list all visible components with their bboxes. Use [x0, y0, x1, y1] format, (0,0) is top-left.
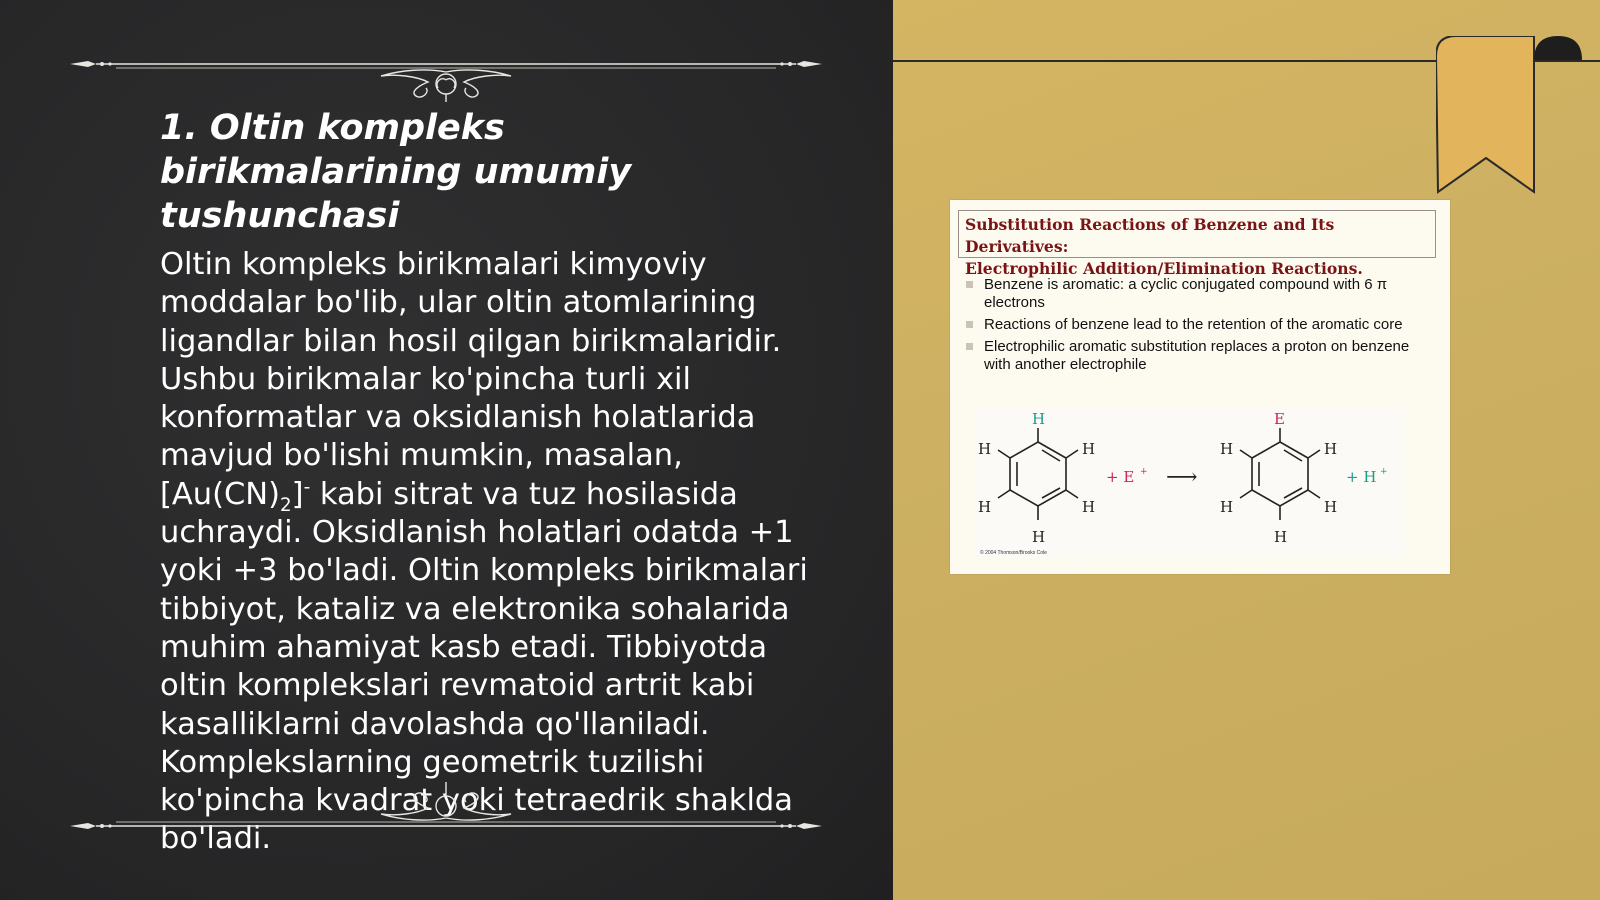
plus-proton-label: + H — [1346, 468, 1377, 486]
hydrogen-label: H — [1324, 498, 1338, 516]
benzene-reaction-figure — [950, 200, 1450, 574]
hydrogen-label: H — [978, 498, 992, 516]
hydrogen-label: H — [1274, 528, 1288, 546]
electrophile-substituent-label: E — [1274, 410, 1285, 428]
electrophile-charge-label: + — [1140, 467, 1148, 477]
figure-title-line2: Electrophilic Addition/Elimination Reactions. — [965, 259, 1363, 278]
reaction-arrow-icon: ⟶ — [1166, 465, 1198, 490]
figure-bullet-item: Benzene is aromatic: a cyclic conjugated compound with 6 π electrons — [964, 276, 1440, 312]
bookmark-ribbon-icon — [1436, 36, 1586, 198]
body-text-part1: Oltin kompleks birikmalari kimyoviy moddalar bo'lib, ular oltin atomlarining ligandlar bilan hosil qilgan birikmalaridir. Ushbu birikmalar ko'pincha turli xil konformatlar va oksidlanish holatlarida mavjud bo'lishi mumkin, masalan, [Au(CN) — [160, 247, 782, 512]
plus-electrophile-label: + E — [1106, 468, 1135, 486]
figure-bullet-list — [964, 276, 1440, 378]
top-ornament-divider — [66, 42, 826, 102]
body-bracket: ] — [291, 476, 304, 512]
figure-credit: © 2004 Thomson/Brooks Cole — [980, 550, 1047, 556]
body-superscript: - — [303, 476, 311, 498]
hydrogen-label: H — [1032, 528, 1046, 546]
hydrogen-label: H — [1082, 440, 1096, 458]
hydrogen-label: H — [1082, 498, 1096, 516]
slide-body-text — [160, 246, 830, 859]
figure-title-line1: Substitution Reactions of Benzene and Its Derivatives: — [965, 215, 1335, 256]
benzene-reaction-diagram — [976, 408, 1406, 558]
figure-header — [958, 210, 1436, 278]
hydrogen-label: H — [978, 440, 992, 458]
body-subscript: 2 — [280, 494, 292, 516]
figure-bullet-item: Reactions of benzene lead to the retention of the aromatic core — [964, 316, 1440, 334]
left-top-hydrogen-label: H — [1032, 410, 1046, 428]
body-text-part2: kabi sitrat va tuz hosilasida uchraydi. Oksidlanish holatlari odatda +1 yoki +3 bo'ladi. Oltin kompleks birikmalari tibbiyot, kataliz va elektronika sohalarida muhim ahamiyat kasb etadi. Tibbiyotda oltin komplekslari revmatoid artrit kabi kasalliklarni davolashda qo'llaniladi. Komplekslarning geometrik tuzilishi ko'pincha kvadrat yoki tetraedrik shaklda bo'ladi. — [160, 476, 808, 857]
figure-bullet-item: Electrophilic aromatic substitution replaces a proton on benzene with another electrophile — [964, 338, 1440, 374]
hydrogen-label: H — [1324, 440, 1338, 458]
hydrogen-label: H — [1220, 498, 1234, 516]
proton-charge-label: + — [1380, 467, 1388, 477]
slide-title: 1. Oltin kompleks birikmalarining umumiy tushunchasi — [160, 108, 632, 236]
bottom-ornament-divider — [66, 780, 826, 840]
hydrogen-label: H — [1220, 440, 1234, 458]
